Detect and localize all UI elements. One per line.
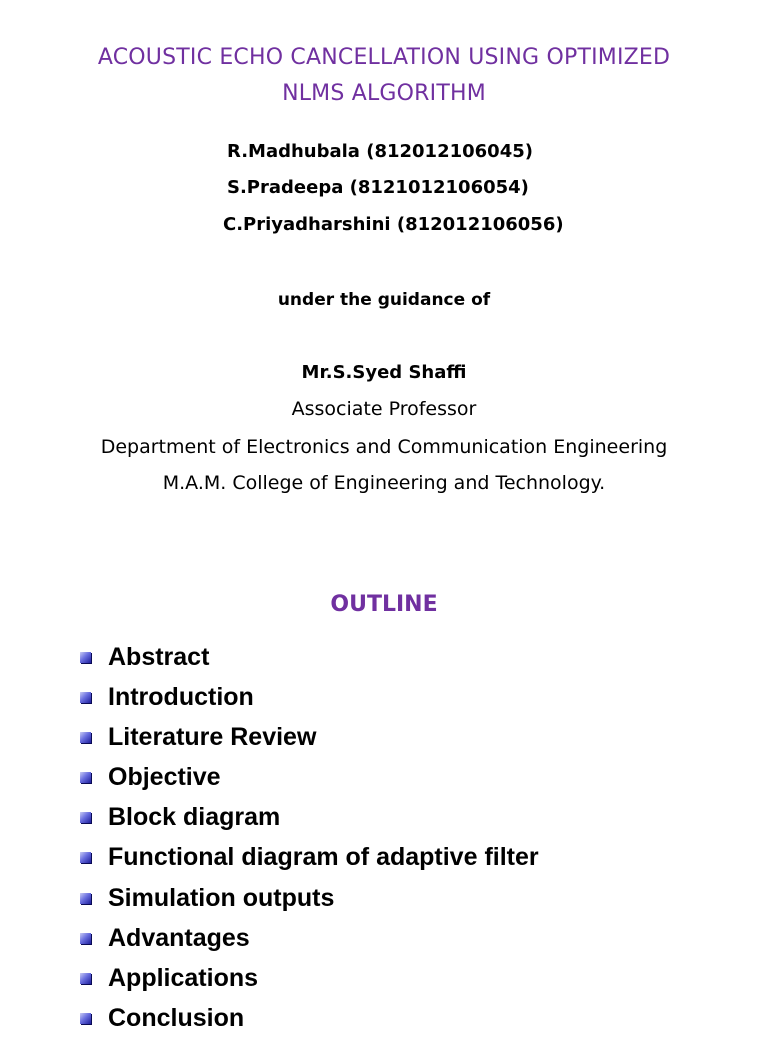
outline-item-label: Advantages [108, 923, 250, 952]
guidance-label: under the guidance of [277, 290, 491, 310]
square-bullet-icon [80, 852, 91, 863]
square-bullet-icon [80, 692, 91, 703]
square-bullet-icon [80, 933, 91, 944]
outline-item [0, 680, 768, 720]
square-bullet-icon [80, 812, 91, 823]
guide-college: M.A.M. College of Engineering and Technology. [162, 472, 606, 494]
square-bullet-icon [80, 1013, 91, 1024]
outline-item-label: Block diagram [108, 803, 281, 832]
square-bullet-icon [80, 652, 91, 663]
outline-item-label: Introduction [108, 683, 254, 712]
outline-item [0, 921, 768, 961]
outline-item [0, 720, 768, 760]
outline-heading: OUTLINE [330, 592, 438, 617]
presentation-title [40, 40, 728, 112]
outline-item-label: Literature Review [108, 723, 317, 752]
outline-item-label: Functional diagram of adaptive filter [108, 843, 539, 872]
guide-department: Department of Electronics and Communication Engineering [100, 436, 668, 458]
outline-item-label: Applications [108, 963, 259, 992]
author-name: C.Priyadharshini (812012106056) [223, 214, 564, 235]
square-bullet-icon [80, 973, 91, 984]
outline-item-label: Simulation outputs [108, 883, 335, 912]
guide-name: Mr.S.Syed Shaffi [301, 362, 467, 383]
guide-designation: Associate Professor [291, 398, 477, 420]
outline-item-label: Conclusion [108, 1003, 245, 1032]
outline-slide [0, 560, 768, 1032]
author-name: S.Pradeepa (8121012106054) [227, 177, 529, 198]
outline-item [0, 881, 768, 921]
title-line: ACOUSTIC ECHO CANCELLATION USING OPTIMIZED [97, 45, 671, 70]
outline-item [0, 840, 768, 880]
outline-item-label: Abstract [108, 643, 210, 671]
outline-item [0, 1001, 768, 1041]
outline-item [0, 640, 768, 680]
outline-item [0, 800, 768, 840]
outline-item [0, 961, 768, 1001]
square-bullet-icon [80, 772, 91, 783]
square-bullet-icon [80, 893, 91, 904]
outline-item [0, 760, 768, 800]
outline-item-label: Objective [108, 763, 221, 792]
square-bullet-icon [80, 732, 91, 743]
outline-list [0, 640, 768, 1041]
author-name: R.Madhubala (812012106045) [227, 141, 533, 162]
title-line: NLMS ALGORITHM [282, 81, 486, 106]
